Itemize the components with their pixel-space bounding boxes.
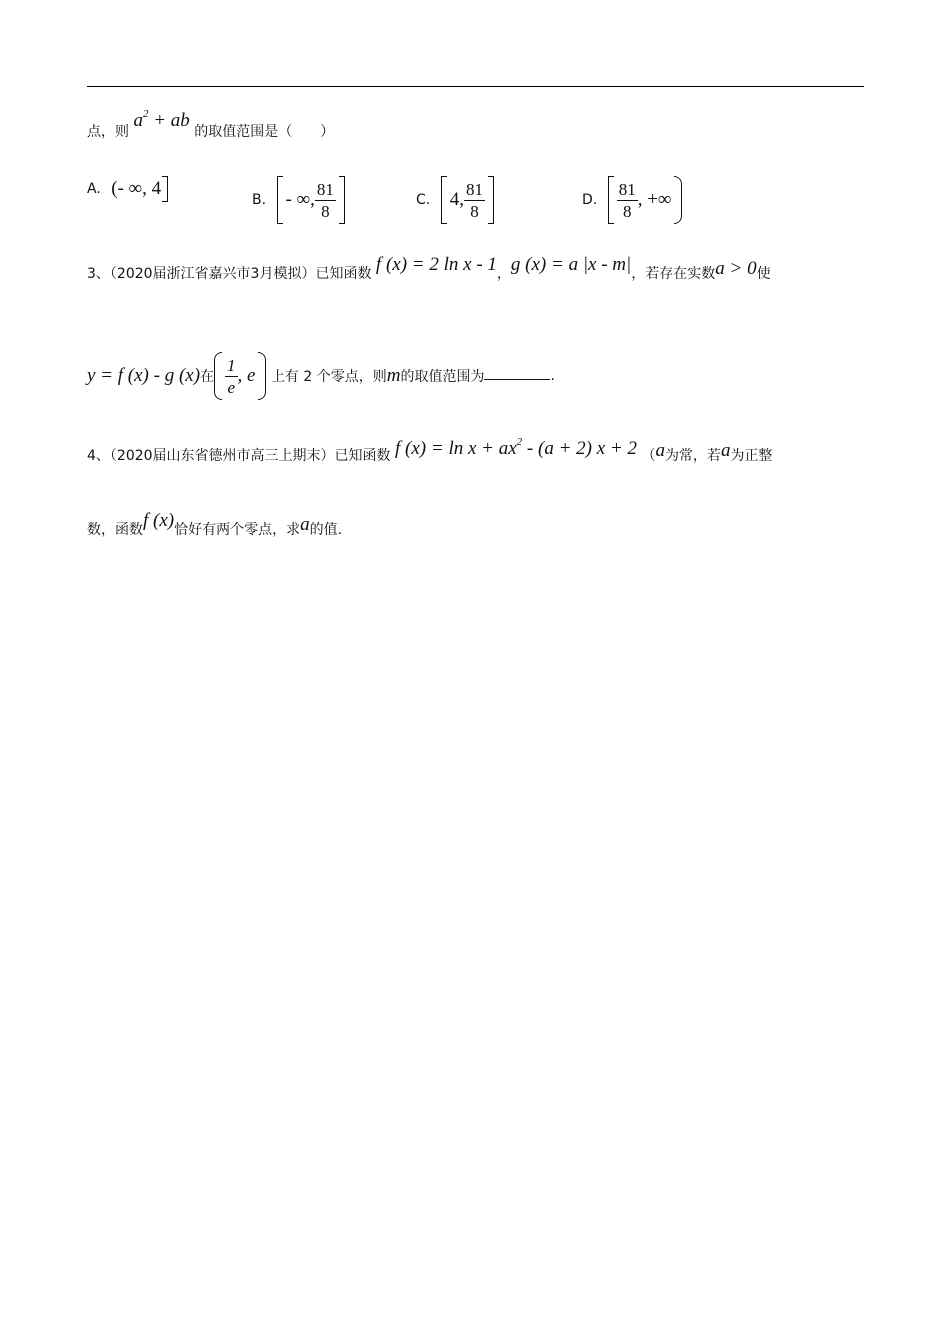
fraction bbox=[315, 181, 336, 220]
paren-right bbox=[674, 176, 682, 224]
text: 使 bbox=[756, 266, 771, 282]
option-label: B. bbox=[252, 192, 267, 208]
denominator: e bbox=[227, 377, 236, 397]
math-var: a bbox=[133, 110, 143, 131]
option-d[interactable] bbox=[582, 176, 682, 224]
bracket-left bbox=[608, 176, 614, 224]
var-a: a bbox=[300, 514, 310, 535]
text: 上有 2 个零点，则 bbox=[270, 369, 387, 385]
option-a[interactable] bbox=[87, 176, 168, 202]
text: 为常，若 bbox=[664, 448, 721, 464]
function-g: g (x) = a |x - m| bbox=[510, 254, 632, 275]
var-m: m bbox=[386, 365, 401, 386]
math-sup: 2 bbox=[142, 108, 149, 120]
text: . bbox=[550, 368, 555, 384]
question-2-tail bbox=[87, 108, 335, 142]
question-number: 4、 bbox=[87, 448, 110, 464]
option-label: A. bbox=[87, 181, 101, 197]
question-3-line-2 bbox=[87, 352, 555, 400]
text: 数，函数 bbox=[87, 522, 143, 538]
numerator: 1 bbox=[227, 355, 236, 375]
text: （ bbox=[641, 448, 656, 464]
math-part: f (x) = ln x + ax bbox=[395, 438, 517, 459]
bracket-left bbox=[277, 176, 283, 224]
paren-left bbox=[214, 352, 222, 400]
math-expression bbox=[133, 110, 189, 131]
function-f: f (x) bbox=[143, 510, 175, 531]
denominator: 8 bbox=[622, 201, 632, 221]
text: 的取值范围是（ ） bbox=[194, 124, 335, 140]
option-label: D. bbox=[582, 192, 598, 208]
option-math: (- ∞, 4 bbox=[111, 178, 162, 199]
bracket-right bbox=[488, 176, 494, 224]
denominator: 8 bbox=[470, 201, 479, 221]
numerator: 81 bbox=[316, 179, 334, 199]
math-part: - (a + 2) x + 2 bbox=[522, 438, 637, 459]
text: 在 bbox=[200, 369, 215, 385]
interval-end: , e bbox=[237, 365, 256, 386]
function-y: y = f (x) - g (x) bbox=[87, 365, 201, 386]
function-f bbox=[395, 438, 637, 459]
option-label: C. bbox=[416, 192, 431, 208]
answer-blank[interactable] bbox=[484, 379, 550, 380]
text: ， bbox=[496, 266, 511, 282]
option-c[interactable] bbox=[416, 176, 494, 224]
numerator: 81 bbox=[618, 179, 636, 199]
option-b[interactable] bbox=[252, 176, 345, 224]
fraction bbox=[225, 357, 238, 396]
question-3-line-1 bbox=[87, 254, 771, 284]
math-sup: 2 bbox=[516, 436, 523, 448]
denominator: 8 bbox=[321, 201, 330, 221]
function-f: f (x) = 2 ln x - 1 bbox=[375, 254, 497, 275]
question-4-line-1 bbox=[87, 436, 773, 466]
text: 恰好有两个零点，求 bbox=[174, 522, 301, 538]
text: 点，则 bbox=[87, 124, 129, 140]
var-a: a bbox=[720, 440, 731, 461]
text: 的值. bbox=[309, 522, 343, 538]
fraction bbox=[617, 181, 638, 220]
numerator: 81 bbox=[465, 179, 483, 199]
fraction bbox=[464, 181, 485, 220]
bracket-right bbox=[339, 176, 345, 224]
text: 的取值范围为 bbox=[400, 369, 485, 385]
condition: a > 0 bbox=[715, 258, 757, 279]
bracket-right bbox=[162, 176, 168, 202]
question-source: （2020届山东省德州市高三上期末）已知函数 bbox=[109, 448, 391, 464]
text: 为正整 bbox=[730, 448, 773, 464]
option-math: 4, bbox=[449, 189, 464, 210]
option-math: , +∞ bbox=[637, 189, 672, 210]
question-number: 3、 bbox=[87, 266, 110, 282]
paren-right bbox=[258, 352, 266, 400]
text: ，若存在实数 bbox=[631, 266, 716, 282]
header-rule bbox=[87, 86, 864, 87]
question-source: （2020届浙江省嘉兴市3月模拟）已知函数 bbox=[109, 266, 372, 282]
question-4-line-2 bbox=[87, 510, 343, 540]
math-rest: + ab bbox=[148, 110, 190, 131]
bracket-left bbox=[441, 176, 447, 224]
option-math: - ∞, bbox=[285, 189, 315, 210]
var-a: a bbox=[655, 440, 665, 461]
